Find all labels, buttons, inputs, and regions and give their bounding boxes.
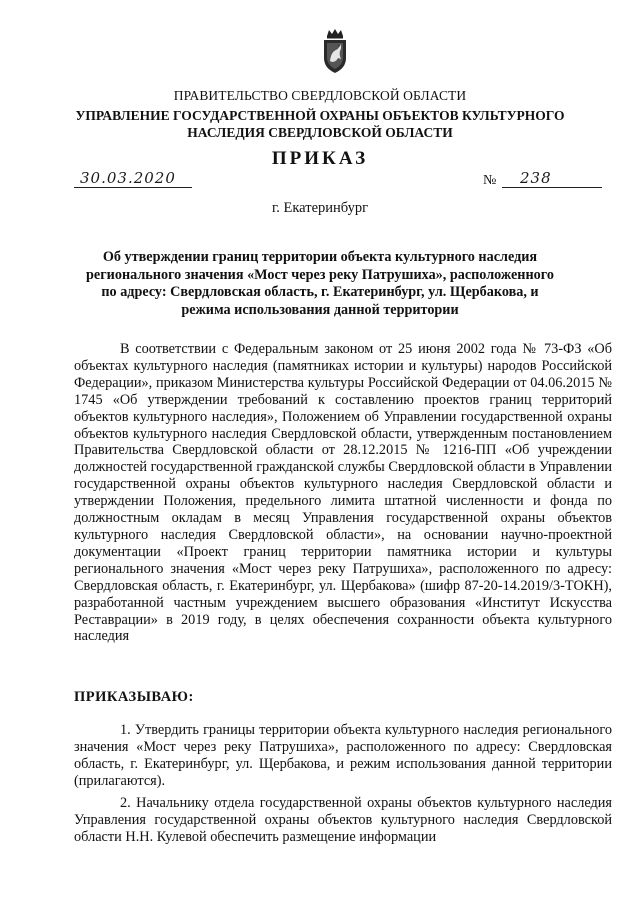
document-type-title: ПРИКАЗ <box>271 148 369 169</box>
orders-label: ПРИКАЗЫВАЮ: <box>74 689 194 705</box>
order-item-1: 1. Утвердить границы территории объекта культурного наследия регионального значения «Мост через реку Патрушиха», расположенного по адресу: Свердловская область, г. Екатеринбург, ул. Щербакова, и режим использования данной территории (прилагаются). <box>74 722 612 789</box>
government-name: ПРАВИТЕЛЬСТВО СВЕРДЛОВСКОЙ ОБЛАСТИ <box>173 88 467 103</box>
department-name: УПРАВЛЕНИЕ ГОСУДАРСТВЕННОЙ ОХРАНЫ ОБЪЕКТОВ КУЛЬТУРНОГО НАСЛЕДИЯ СВЕРДЛОВСКОЙ ОБЛАСТИ <box>75 108 565 140</box>
document-date-field <box>74 171 192 188</box>
document-number: 238 <box>520 169 552 187</box>
coat-of-arms-icon <box>318 28 352 74</box>
document-number-field <box>502 171 602 188</box>
preamble-paragraph: В соответствии с Федеральным законом от 25 июня 2002 года № 73-ФЗ «Об объектах культурного наследия (памятниках истории и культуры) народов Российской Федерации», приказом Министерства культуры Российской Федерации от 04.06.2015 № 1745 «Об утверждении требований к составлению проектов границ территорий объектов культурного наследия», Положением об Управлении государственной охраны объектов культурного наследия Свердловской области, утвержденным постановлением Правительства Свердловской области от 28.12.2015 № 1216-ПП «Об учреждении должностей государственной гражданской службы Свердловской области в Управлении государственной охраны объектов культурного наследия Свердловской области и утверждении Положения, предельного лимита штатной численности и фонда по должностным окладам в месяц Управления государственной охраны объектов культурного наследия Свердловской области», на основании научно-проектной документации «Проект границ территории памятника истории и культуры регионального значения «Мост через реку Патрушиха», расположенного по адресу: Свердловская область, г. Екатеринбург, ул. Щербакова» (шифр 87-20-14.2019/3-ТОКН), разработанной частным учреждением высшего образования «Институт Искусства Реставрации» в 2019 году, в целях обеспечения сохранности объекта культурного наследия <box>74 341 612 645</box>
city-name: г. Екатеринбург <box>271 200 369 216</box>
number-label: № <box>483 173 497 188</box>
document-date: 30.03.2020 <box>80 169 176 187</box>
order-item-2: 2. Начальнику отдела государственной охраны объектов культурного наследия Управления государственной охраны объектов культурного наследия Свердловской области Н.Н. Кулевой обеспечить размещение информации <box>74 795 612 845</box>
document-heading: Об утверждении границ территории объекта культурного наследия регионального значения «Мост через реку Патрушиха», расположенного по адресу: Свердловская область, г. Екатеринбург, ул. Щербакова, и режима использования данной территории <box>86 249 554 318</box>
